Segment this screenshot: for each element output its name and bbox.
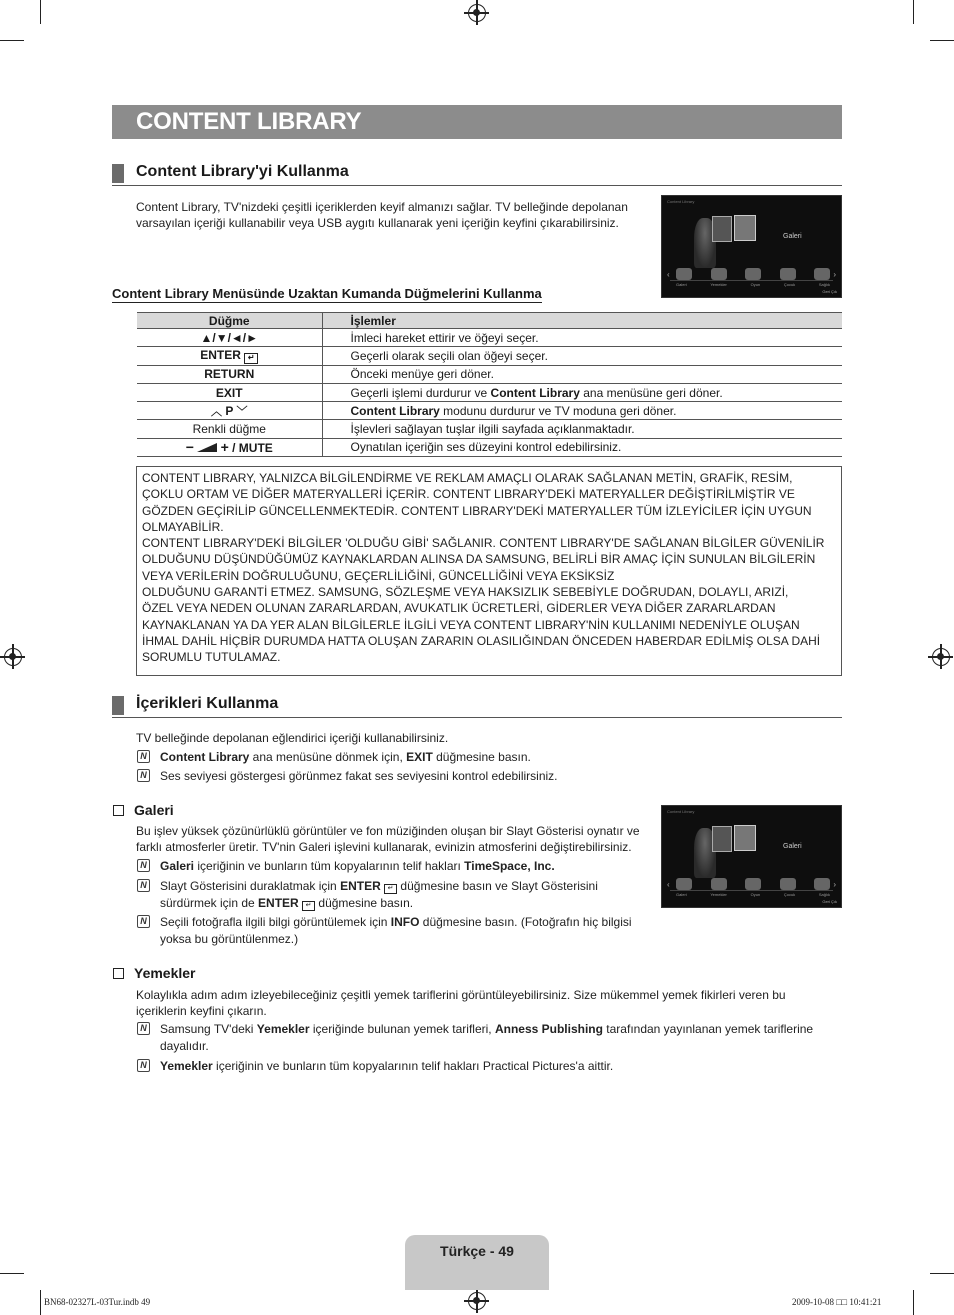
section-title: Content Library'yi Kullanma [136,163,349,180]
volume-minus-icon: − [185,439,194,456]
table-row [137,347,842,365]
note-text [160,1021,813,1055]
note-icon: N [137,915,150,928]
text-run: içeriğinde bulunan yemek tarifleri, [309,1022,495,1036]
note-text: Ses seviyesi göstergesi görünmez fakat ses seviyesini kontrol edebilirsiniz. [160,769,558,783]
enter-icon: ↵ [384,884,397,894]
table-row [137,438,842,456]
disclaimer-line: SORUMLU TUTULAMAZ. [142,650,281,665]
value-cell: Oynatılan içeriğin ses düzeyini kontrol edebilirsiniz. [322,438,842,456]
tv-label: Galeri [783,233,802,240]
tv-item: Yemekler [710,282,727,287]
disclaimer-line: GÖZDEN GEÇİRİLİP GÜNCELLENMEKTEDİR. CONTENT LIBRARY'DEKİ MATERYALLER TÜM İZLEYİCİLER İÇİN UYGUN [142,503,812,518]
key-cell: EXIT [137,383,322,401]
tv-item: Sağlık [818,282,830,287]
key-label: P [225,403,234,418]
game-icon [745,878,761,890]
registration-mark-icon [468,4,486,22]
text-bold: TimeSpace, Inc. [464,859,555,873]
yemekler-paragraph [136,987,842,1019]
column-header: Düğme [137,313,322,329]
text-run: yoksa bu görüntülenmez.) [160,932,299,946]
disclaimer-line: CONTENT LIBRARY, YALNIZCA BİLGİLENDİRME VE REKLAM AMAÇLI OLARAK SAĞLANAN METİN, GRAFİK, RESİM, [142,471,793,485]
text-bold: Content Library [350,403,440,418]
disclaimer-line: ÖZEL VEYA NEDEN OLUNAN ZARARLARDAN, AVUKATLIK ÜCRETLERİ, GİDERLER VEYA DİĞER ZARARLARDAN [142,601,776,616]
tv-item: Yemekler [710,892,727,897]
para-line: Kolaylıkla adım adım izleyebileceğiniz çeşitli yemek tariflerini görüntüleyebilirsiniz. Size mükemmel yemek fikirleri veren bu [136,988,786,1002]
note-icon: N [137,859,150,872]
footer-right: 2009-10-08 □□ 10:41:21 [792,1297,882,1307]
game-icon [745,268,761,280]
gallery-icon [676,268,692,280]
page-title: CONTENT LIBRARY [136,108,362,135]
crop-mark [40,0,41,24]
page-number: Türkçe - 49 [440,1243,514,1259]
disclaimer-box [136,466,842,676]
arrow-right-icon: › [833,270,836,279]
text-bold: EXIT [406,750,433,764]
divider [670,890,833,891]
crop-mark [0,1273,24,1274]
remote-keys-table [137,312,842,457]
text-run: ana menüsüne dönmek için, [249,750,407,764]
text-run: düğmesine basın. [432,750,531,764]
tv-item: Oyun [750,282,761,287]
tv-screenshot [661,805,842,908]
value-cell [322,383,842,401]
intro-text [136,199,656,231]
health-icon [814,268,830,280]
tv-item: Galeri [676,892,687,897]
para-line: Bu işlev yüksek çözünürlüklü görüntüler ve fon müziğinden oluşan bir Slayt Gösterisi oynatır ve [136,824,640,838]
value-cell: Önceki menüye geri döner. [322,365,842,383]
yemekler-heading-text: Yemekler [134,965,196,981]
text-run: Geçerli işlemi durdurur ve [350,385,491,400]
value-cell: Geçerli olarak seçili olan öğeyi seçer. [322,347,842,365]
text-run: dayalıdır. [160,1039,209,1053]
para-line: farklı atmosferler üretir. TV'nin Galeri işlevini kullanarak, evinizin atmosferini değiştirebilirsiniz. [136,840,632,854]
tv-header: Content Library [667,199,695,204]
arrow-right-icon: › [833,880,836,889]
value-cell: İşlevleri sağlayan tuşlar ilgili sayfada açıklanmaktadır. [322,420,842,438]
crop-mark [930,40,954,41]
note-icon: N [137,1022,150,1035]
text-bold: ENTER [258,896,299,910]
photo-thumb [734,825,756,851]
health-icon [814,878,830,890]
text-run: tarafından yayınlanan yemek tariflerine [602,1022,814,1036]
note-icon: N [137,750,150,763]
column-header: İşlemler [322,313,842,329]
text-bold: ENTER [340,879,381,893]
crop-mark [930,1273,954,1274]
remote-heading-text: Content Library Menüsünde Uzaktan Kumanda Düğmelerini Kullanma [112,286,542,301]
value-cell: İmleci hareket ettirir ve öğeyi seçer. [322,329,842,347]
text-run: Slayt Gösterisini duraklatmak için [160,879,341,893]
text-run: sürdürmek için de [160,896,259,910]
text-run: içeriğinin ve bunların tüm kopyalarının telif hakları [194,859,465,873]
section-title: İçerikleri Kullanma [136,695,279,712]
photo-thumb [734,215,756,241]
text-run: ana menüsüne geri döner. [579,385,723,400]
enter-icon: ↵ [302,901,315,911]
registration-mark-icon [932,648,950,666]
note-text [160,1058,613,1075]
tv-item-names [676,282,830,287]
registration-mark-icon [4,648,22,666]
tv-item: Çocuk [783,892,796,897]
key-cell [137,347,322,365]
tv-item: Galeri [676,282,687,287]
key-cell: − + / MUTE [137,438,322,456]
remote-heading [112,286,542,303]
child-icon [780,268,796,280]
section-marker [112,164,124,183]
table-row [137,329,842,347]
page-title-bar [112,105,842,139]
crop-mark [40,1290,41,1315]
text-bold: Galeri [160,859,195,873]
section-marker [112,696,124,715]
page-number-tab [405,1235,549,1290]
table-row [137,383,842,401]
note-text [160,914,632,948]
section2-intro: TV belleğinde depolanan eğlendirici içeriği kullanabilirsiniz. [136,731,449,745]
tv-header: Content Library [667,809,695,814]
text-bold: Yemekler [160,1059,213,1073]
disclaimer-line: OLMAYABİLİR. [142,519,224,534]
checkbox-bullet-icon [113,805,124,816]
footer-left: BN68-02327L-03Tur.indb 49 [44,1297,151,1307]
table-row [137,365,842,383]
key-label: MUTE [238,441,273,456]
photo-thumb [712,216,732,242]
checkbox-bullet-icon [113,968,124,979]
tv-footer: Geri Çık [822,899,837,904]
table-row [137,402,842,420]
text-run: düğmesine basın ve Slayt Gösterisini [397,879,598,893]
food-icon [711,268,727,280]
text-bold: Anness Publishing [494,1022,603,1036]
note-icon: N [137,1059,150,1072]
intro-line: varsayılan içeriği kullanabilir veya USB aygıtı kullanarak yeni içeriğin keyfini çıkarabilirsiniz. [136,216,619,230]
text-bold: INFO [390,915,420,929]
arrow-left-icon: ‹ [667,880,670,889]
crop-mark [0,40,24,41]
note-text [160,858,555,875]
tv-item: Çocuk [783,282,796,287]
galeri-heading [113,802,174,818]
key-cell [137,402,322,420]
para-line: içeriklerin keyfini çıkarın. [136,1004,267,1018]
key-cell: ▲/▼/◄/► [137,329,322,347]
text-run: düğmesine basın. (Fotoğrafın hiç bilgisi [419,915,632,929]
table-header-row [137,313,842,329]
table-row [137,420,842,438]
food-icon [711,878,727,890]
chevron-up-icon: ︿ [211,405,222,418]
text-bold: Content Library [490,385,580,400]
text-run: Seçili fotoğrafla ilgili bilgi görüntülemek için [160,915,391,929]
divider [670,280,833,281]
key-cell: Renkli düğme [137,420,322,438]
text-run: içeriğinin ve bunların tüm kopyalarının telif hakları Practical Pictures'a aittir. [212,1059,614,1073]
registration-mark-icon [468,1292,486,1310]
section-heading [112,694,842,718]
volume-ramp-icon [197,443,217,452]
section-heading [112,162,842,186]
tv-label: Galeri [783,843,802,850]
text-run: Samsung TV'deki [160,1022,257,1036]
text-run: modunu durdurur ve TV moduna geri döner. [439,403,677,418]
galeri-paragraph [136,823,656,855]
gallery-icon [676,878,692,890]
note-icon: N [137,769,150,782]
disclaimer-line: VEYA VERİLERİN DOĞRULUĞUNU, GEÇERLİLİĞİNİ, GÜNCELLİĞİNİ VEYA EKSİKSİZ [142,568,615,583]
tv-item: Oyun [750,892,761,897]
yemekler-heading [113,965,196,981]
intro-line: Content Library, TV'nizdeki çeşitli içeriklerden keyif almanızı sağlar. TV belleğinde depolanan [136,200,628,214]
text-bold: Content Library [160,750,250,764]
crop-mark [913,0,914,24]
crop-mark [913,1290,914,1315]
disclaimer-line: OLDUĞUNU GARANTİ ETMEZ. SAMSUNG, SÖZLEŞME VEYA HAKSIZLIK SEBEBİYLE DOĞRUDAN, DOLAYLI, ARIZİ, [142,585,789,600]
note-text [160,749,531,766]
value-cell [322,402,842,420]
key-label: ENTER [200,347,241,362]
tv-item: Sağlık [818,892,830,897]
tv-screenshot [661,195,842,298]
disclaimer-line: OLDUĞUNU DÜŞÜNDÜĞÜMÜZ KAYNAKLARDAN ALINSA DA SAMSUNG, BELİRLİ BİR AMAÇ İÇİN SUNULAN BİLGİLERİN [142,552,816,567]
enter-icon: ↵ [244,353,258,364]
text-bold: Yemekler [256,1022,310,1036]
arrow-left-icon: ‹ [667,270,670,279]
disclaimer-line: İHMAL DAHİL HİÇBİR DURUMDA HATTA OLUŞAN ZARARIN OLASILIĞINDAN ÖNCEDEN HABERDAR EDİLMİŞ OLSA DAHİ [142,633,821,648]
volume-plus-icon: + [220,439,229,456]
chevron-down-icon: ﹀ [236,405,248,418]
note-text [160,878,598,912]
text-run: düğmesine basın. [315,896,414,910]
disclaimer-line: CONTENT LIBRARY'DEKİ BİLGİLER 'OLDUĞU GİBİ' SAĞLANIR. CONTENT LIBRARY'DE SAĞLANAN BİLGİLER GÜVENİLİR [142,536,825,551]
tv-footer: Geri Çık [822,289,837,294]
note-icon: N [137,879,150,892]
photo-thumb [712,826,732,852]
disclaimer-line: KAYNAKLANAN YA DA YER ALAN BİLGİLERLE İLGİLİ VEYA CONTENT LIBRARY'NİN KULLANIMI NEDENİYLE OLUŞAN [142,617,800,632]
child-icon [780,878,796,890]
tv-item-names [676,892,830,897]
key-cell: RETURN [137,365,322,383]
disclaimer-line: ÇOKLU ORTAM VE DİĞER MATERYALLERİ İÇERİR. CONTENT LIBRARY'DEKİ MATERYALLER DEĞİŞTİRİLMİŞTİR VE [142,487,795,502]
galeri-heading-text: Galeri [134,802,174,818]
